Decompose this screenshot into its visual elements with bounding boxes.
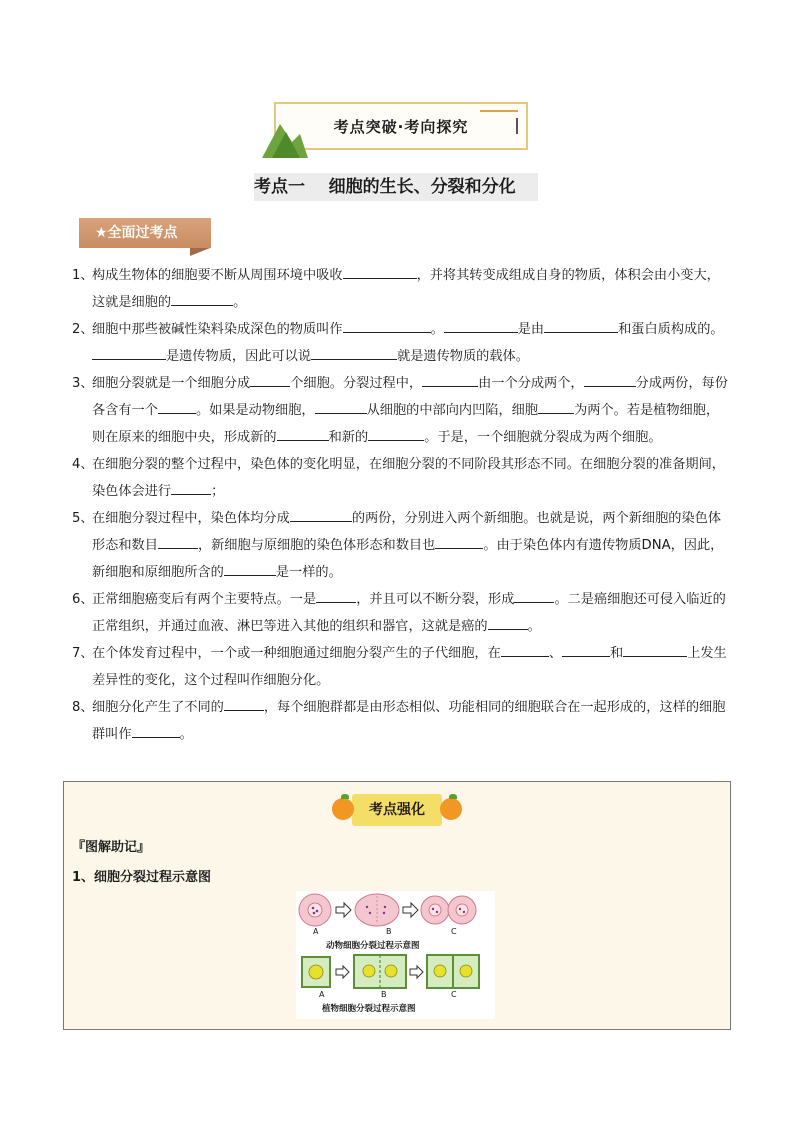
header-banner <box>262 100 532 158</box>
answer-blank[interactable] <box>277 426 329 441</box>
banner-title: 考点突破·考向探究 <box>333 118 469 136</box>
arrow-icon <box>336 903 351 917</box>
banner-frame <box>274 102 528 150</box>
orange-icon <box>332 798 354 820</box>
question-3 <box>72 370 728 451</box>
question-text: 。 <box>527 619 541 634</box>
question-number: 2、 <box>72 322 94 337</box>
question-6 <box>72 586 728 640</box>
section-title: 考点一 细胞的生长、分裂和分化 <box>254 173 538 201</box>
question-text: 由一个分成两个， <box>478 376 584 391</box>
question-number: 5、 <box>72 511 94 526</box>
question-text: 构成生物体的细胞要不断从周围环境中吸收 <box>92 268 343 283</box>
plant-caption: 植物细胞分裂过程示意图 <box>322 1004 416 1014</box>
answer-blank[interactable] <box>224 696 264 711</box>
question-text: 就是遗传物质的载体。 <box>397 349 529 364</box>
question-text: 。 <box>179 727 193 742</box>
animal-cell-b <box>355 894 399 926</box>
label-a: A <box>313 927 319 936</box>
answer-blank[interactable] <box>343 318 431 333</box>
banner-deco-bar <box>516 118 518 134</box>
question-5 <box>72 505 728 586</box>
answer-blank[interactable] <box>562 642 610 657</box>
answer-blank[interactable] <box>158 399 196 414</box>
answer-blank[interactable] <box>444 318 518 333</box>
question-1 <box>72 262 728 316</box>
arrow-icon <box>410 966 423 978</box>
question-text: 和 <box>610 646 624 661</box>
answer-blank[interactable] <box>538 399 574 414</box>
label-a: A <box>319 990 325 999</box>
question-number: 3、 <box>72 376 94 391</box>
box-item-title: 1、细胞分裂过程示意图 <box>72 870 212 885</box>
animal-caption: 动物细胞分裂过程示意图 <box>326 941 420 951</box>
plant-cell-c <box>427 955 479 988</box>
question-text: 个细胞。分裂过程中， <box>290 376 423 391</box>
question-text: 从细胞的中部向内凹陷，细胞 <box>366 403 539 418</box>
answer-blank[interactable] <box>368 426 424 441</box>
question-text: ； <box>211 484 225 499</box>
question-8 <box>72 694 728 748</box>
answer-blank[interactable] <box>171 480 211 495</box>
answer-blank[interactable] <box>623 642 687 657</box>
question-text: 、 <box>548 646 562 661</box>
answer-blank[interactable] <box>422 372 478 387</box>
question-text: 细胞分化产生了不同的 <box>92 700 224 715</box>
question-text: 在个体发育过程中，一个或一种细胞通过细胞分裂产生的子代细胞，在 <box>92 646 501 661</box>
question-number: 1、 <box>72 268 94 283</box>
question-text: 上发生差异性的变化，这个过程叫作细胞分化。 <box>92 646 727 688</box>
question-2 <box>72 316 728 370</box>
question-text: 的两份，分别进入两个新细胞。也就是说，两个新细胞的染色体形态和数目 <box>92 511 722 553</box>
question-text: ，并将其转变成组成自身的物质，体积会由小变大，这就是细胞的 <box>92 268 720 310</box>
answer-blank[interactable] <box>224 561 276 576</box>
question-4 <box>72 451 728 505</box>
mountain-icon <box>262 108 308 158</box>
question-text: 正常细胞癌变后有两个主要特点。一是 <box>92 592 317 607</box>
review-tag: ★全面过考点 <box>79 218 211 248</box>
question-text: 。于是，一个细胞就分裂成为两个细胞。 <box>424 430 662 445</box>
arrow-icon <box>336 966 349 978</box>
answer-blank[interactable] <box>584 372 636 387</box>
answer-blank[interactable] <box>158 534 198 549</box>
question-text: 。二是癌细胞还可侵入临近的正常组织，并通过血液、淋巴等进入其他的组织和器官，这就是癌的 <box>92 592 726 634</box>
label-b: B <box>381 990 387 999</box>
answer-blank[interactable] <box>250 372 290 387</box>
question-number: 8、 <box>72 700 94 715</box>
answer-blank[interactable] <box>171 291 233 306</box>
question-number: 4、 <box>72 457 94 472</box>
answer-blank[interactable] <box>488 615 528 630</box>
label-c: C <box>451 927 457 936</box>
question-text: 是由 <box>517 322 545 337</box>
answer-blank[interactable] <box>311 345 397 360</box>
answer-blank[interactable] <box>92 345 166 360</box>
question-text: 。 <box>430 322 444 337</box>
question-text: 。 <box>233 295 247 310</box>
question-text: 分成两份，每份各含有一个 <box>92 376 728 418</box>
question-text: 细胞中那些被碱性染料染成深色的物质叫作 <box>92 322 343 337</box>
question-text: 细胞分裂就是一个细胞分成 <box>92 376 251 391</box>
plant-cell-a <box>302 957 330 987</box>
question-text: 为两个。若是植物细胞，则在原来的细胞中央，形成新的 <box>92 403 720 445</box>
plant-cell-b <box>354 955 406 988</box>
animal-cell-c <box>421 896 476 924</box>
banner-deco-line <box>480 110 518 112</box>
question-text: 是遗传物质，因此可以说 <box>166 349 312 364</box>
answer-blank[interactable] <box>544 318 618 333</box>
question-7 <box>72 640 728 694</box>
question-text: 和新的 <box>328 430 369 445</box>
answer-blank[interactable] <box>514 588 554 603</box>
answer-blank[interactable] <box>290 507 352 522</box>
label-b: B <box>386 927 392 936</box>
box-heading: 『图解助记』 <box>72 840 151 855</box>
question-list <box>72 262 728 748</box>
question-text: 和蛋白质构成的。 <box>618 322 724 337</box>
question-text: ，新细胞与原细胞的染色体形态和数目也 <box>197 538 436 553</box>
answer-blank[interactable] <box>132 723 180 738</box>
question-text: 是一样的。 <box>275 565 342 580</box>
cell-division-figure <box>296 891 495 1019</box>
label-c: C <box>451 990 457 999</box>
question-number: 7、 <box>72 646 94 661</box>
arrow-icon <box>403 903 418 917</box>
answer-blank[interactable] <box>315 399 367 414</box>
question-text: 在细胞分裂的整个过程中，染色体的变化明显，在细胞分裂的不同阶段其形态不同。在细胞分裂的准备期间，染色体会进行 <box>92 457 725 499</box>
answer-blank[interactable] <box>343 264 417 279</box>
question-text: 。如果是动物细胞， <box>195 403 315 418</box>
orange-icon <box>440 798 462 820</box>
question-text: 。由于染色体内有遗传物质DNA，因此，新细胞和原细胞所含的 <box>92 538 724 580</box>
question-text: ，每个细胞群都是由形态相似、功能相同的细胞联合在一起形成的，这样的细胞群叫作 <box>92 700 726 742</box>
answer-blank[interactable] <box>316 588 356 603</box>
answer-blank[interactable] <box>501 642 549 657</box>
badge-label: 考点强化 <box>369 802 425 818</box>
animal-cell-a <box>299 894 331 926</box>
tag-fold <box>190 248 210 256</box>
answer-blank[interactable] <box>435 534 483 549</box>
question-text: 在细胞分裂过程中，染色体均分成 <box>92 511 290 526</box>
question-text: ，并且可以不断分裂，形成 <box>356 592 515 607</box>
question-number: 6、 <box>72 592 94 607</box>
highlight-badge <box>330 788 464 832</box>
cell-division-diagram <box>296 891 495 1019</box>
